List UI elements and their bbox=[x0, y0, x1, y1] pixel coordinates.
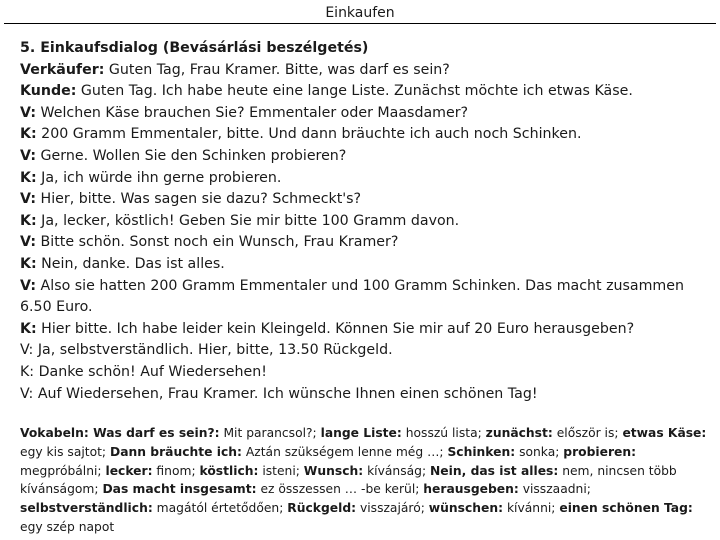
vocab-term: Rückgeld: bbox=[287, 501, 357, 516]
speaker-label: V: bbox=[20, 147, 37, 164]
speaker-label: V: bbox=[20, 234, 37, 251]
dialog-line bbox=[20, 232, 705, 254]
line-text: Auf Wiedersehen, Frau Kramer. Ich wünsche Ihnen einen schönen Tag! bbox=[33, 385, 538, 402]
dialog-line bbox=[20, 81, 705, 103]
line-text: Gerne. Wollen Sie den Schinken probieren? bbox=[36, 147, 347, 164]
vocab-meaning: isteni; bbox=[258, 463, 304, 478]
line-text: Ja, selbstverständlich. Hier, bitte, 13.50 Rückgeld. bbox=[33, 342, 393, 359]
vocab-meaning: hosszú lista; bbox=[401, 426, 486, 440]
vocab-term: Das macht insgesamt: bbox=[102, 482, 257, 497]
line-text: Danke schön! Auf Wiedersehen! bbox=[34, 363, 267, 380]
speaker-label: V: bbox=[20, 385, 34, 402]
line-text: Welchen Käse brauchen Sie? Emmentaler oder Maasdamer? bbox=[36, 104, 469, 121]
vocab-meaning: megpróbálni; bbox=[20, 463, 106, 478]
vocab-term: lecker: bbox=[105, 463, 153, 478]
dialog-line bbox=[20, 211, 705, 233]
vocab-term: zunächst: bbox=[485, 426, 553, 440]
speaker-label: V: bbox=[20, 104, 37, 121]
speaker-label: K: bbox=[20, 255, 37, 272]
vocab-meaning: nem, nincsen több kívánságom; bbox=[20, 463, 677, 497]
speaker-label: V: bbox=[20, 277, 37, 294]
line-text: Ja, lecker, köstlich! Geben Sie mir bitte 100 Gramm davon. bbox=[36, 212, 460, 229]
dialog-line bbox=[20, 319, 705, 341]
vocab-term: Wunsch: bbox=[303, 463, 364, 478]
vocab-term: Nein, das ist alles: bbox=[430, 463, 559, 478]
vocab-term: lange Liste: bbox=[320, 426, 402, 440]
speaker-label: K: bbox=[20, 126, 37, 143]
vocab-term: etwas Käse: bbox=[622, 426, 707, 440]
speaker-label: Kunde: bbox=[20, 83, 77, 100]
vocab-term: herausgeben: bbox=[423, 482, 519, 497]
line-text: Hier, bitte. Was sagen sie dazu? Schmeckt's? bbox=[36, 191, 362, 208]
vocab-term: probieren: bbox=[563, 444, 637, 459]
dialog-heading: 5. Einkaufsdialog (Bevásárlási beszélgetés) bbox=[20, 40, 369, 56]
vocab-meaning: magától értetődően; bbox=[152, 501, 288, 516]
vocab-meaning: sonka; bbox=[515, 444, 564, 459]
vocab-term: Dann bräuchte ich: bbox=[110, 444, 242, 459]
vocab-meaning: egy kis sajtot; bbox=[20, 444, 110, 459]
vocab-meaning: visszajáró; bbox=[356, 501, 429, 516]
vocab-term: einen schönen Tag: bbox=[559, 501, 693, 516]
vocabulary-section bbox=[20, 424, 710, 537]
dialog-line bbox=[20, 384, 705, 406]
header-divider bbox=[4, 23, 716, 24]
line-text: Bitte schön. Sonst noch ein Wunsch, Frau Kramer? bbox=[36, 234, 399, 251]
speaker-label: K: bbox=[20, 212, 37, 229]
speaker-label: K: bbox=[20, 363, 35, 380]
vocab-meaning: kívánni; bbox=[503, 501, 560, 516]
line-text: Guten Tag, Frau Kramer. Bitte, was darf es sein? bbox=[104, 61, 450, 78]
vocab-meaning: először is; bbox=[552, 426, 623, 440]
vocab-term: Vokabeln: Was darf es sein?: bbox=[20, 426, 220, 440]
vocab-term: wünschen: bbox=[428, 501, 504, 516]
dialog-section bbox=[20, 38, 705, 405]
page-title: Einkaufen bbox=[325, 5, 395, 21]
line-text: 200 Gramm Emmentaler, bitte. Und dann bräuchte ich auch noch Schinken. bbox=[36, 126, 582, 143]
line-text: Guten Tag. Ich habe heute eine lange Liste. Zunächst möchte ich etwas Käse. bbox=[76, 83, 633, 100]
dialog-line bbox=[20, 168, 705, 190]
speaker-label: K: bbox=[20, 320, 37, 337]
line-text: Also sie hatten 200 Gramm Emmentaler und 100 Gramm Schinken. Das macht zusammen 6.50 Euro. bbox=[20, 277, 684, 316]
dialog-line bbox=[20, 103, 705, 125]
line-text: Ja, ich würde ihn gerne probieren. bbox=[36, 169, 282, 186]
dialog-line bbox=[20, 189, 705, 211]
dialog-line bbox=[20, 276, 705, 319]
speaker-label: K: bbox=[20, 169, 37, 186]
dialog-line bbox=[20, 340, 705, 362]
vocab-meaning: egy szép napot bbox=[20, 519, 115, 534]
vocab-meaning: kívánság; bbox=[363, 463, 431, 478]
vocab-meaning: Mit parancsol?; bbox=[219, 426, 321, 440]
speaker-label: Verkäufer: bbox=[20, 61, 105, 78]
dialog-line bbox=[20, 146, 705, 168]
vocab-term: Schinken: bbox=[447, 444, 516, 459]
speaker-label: V: bbox=[20, 342, 34, 359]
vocab-meaning: ez összessen … -be kerül; bbox=[256, 482, 424, 497]
dialog-line bbox=[20, 362, 705, 384]
vocab-term: köstlich: bbox=[199, 463, 259, 478]
dialog-line bbox=[20, 124, 705, 146]
vocab-term: selbstverständlich: bbox=[20, 501, 153, 516]
dialog-line bbox=[20, 60, 705, 82]
line-text: Nein, danke. Das ist alles. bbox=[36, 255, 225, 272]
vocab-meaning: visszaadni; bbox=[518, 482, 591, 497]
dialog-line bbox=[20, 254, 705, 276]
vocab-meaning: Aztán szükségem lenne még …; bbox=[241, 444, 448, 459]
line-text: Hier bitte. Ich habe leider kein Kleingeld. Können Sie mir auf 20 Euro herausgeben? bbox=[36, 320, 635, 337]
vocab-meaning: finom; bbox=[152, 463, 200, 478]
speaker-label: V: bbox=[20, 191, 37, 208]
